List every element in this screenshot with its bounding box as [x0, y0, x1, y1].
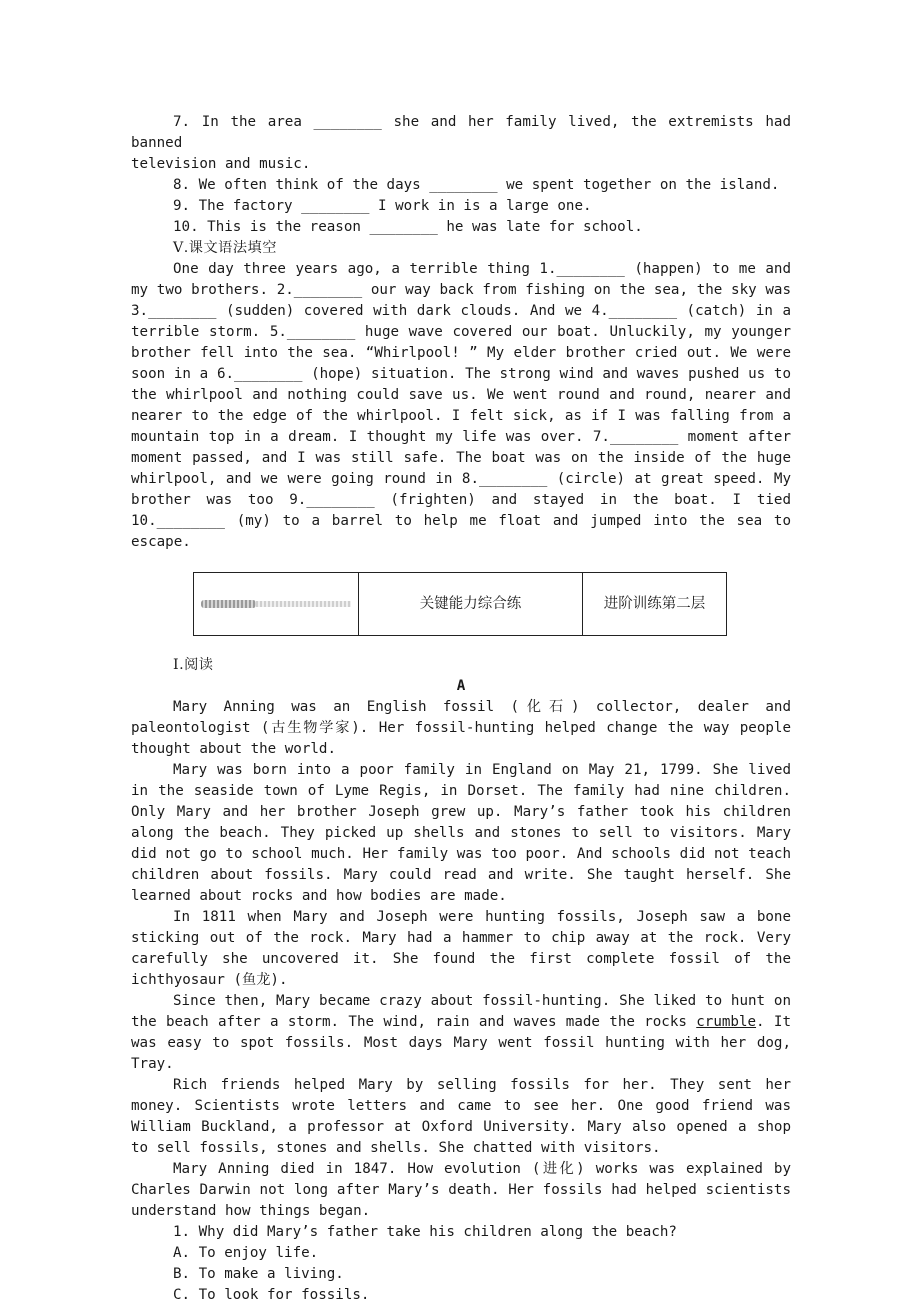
- document-page: [131, 112, 791, 1306]
- option-b: B. To make a living.: [173, 1266, 344, 1282]
- reading-question-1: 1. Why did Mary’s father take his children along the beach?: [173, 1224, 677, 1240]
- question-7-line2: television and music.: [131, 156, 311, 172]
- reading-paragraph-6: Mary Anning died in 1847. How evolution (进化) works was explained by Charles Darwin not long after Mary’s death. Her fossils had helped scientists understand how things began.: [131, 1161, 791, 1219]
- banner-title: 关键能力综合练: [359, 573, 583, 636]
- question-8: 8. We often think of the days ________ we spent together on the island.: [173, 177, 780, 193]
- reading-paragraph-1: Mary Anning was an English fossil (化石) collector, dealer and paleontologist (古生物学家). Her fossil-hunting helped change the way people thought about the world.: [131, 699, 791, 757]
- underlined-word-crumble: crumble: [696, 1014, 757, 1030]
- reading-paragraph-3: In 1811 when Mary and Joseph were hunting fossils, Joseph saw a bone sticking out of the rock. Mary had a hammer to chip away at the rock. Very carefully she uncovered it. She found the first complete fossil of the ichthyosaur (鱼龙).: [131, 909, 791, 988]
- section-banner: [193, 572, 727, 636]
- question-10: 10. This is the reason ________ he was late for school.: [173, 219, 643, 235]
- paragraph-4-part1: Since then, Mary became crazy about fossil-hunting. She liked to hunt on the beach after a storm. The wind, rain and waves made the rocks: [131, 993, 791, 1030]
- reading-paragraph-4: [131, 991, 791, 1075]
- question-9: 9. The factory ________ I work in is a large one.: [173, 198, 592, 214]
- section-v-heading: [131, 238, 791, 259]
- grammar-fill-passage: One day three years ago, a terrible thing 1.________ (happen) to me and my two brothers. 2.________ our way back from fishing on the sea, the sky was 3.________ (sudden) covered with dark clouds. And we 4.________ (catch) in a terrible storm. 5.________ huge wave covered our boat. Unluckily, my younger brother fell into the sea. “Whirlpool! ” My elder brother cried out. We were soon in a 6.________ (hope) situation. The strong wind and waves pushed us to the whirlpool and nothing could save us. We went round and round, nearer and nearer to the edge of the whirlpool. I felt sick, as if I was falling from a mountain top in a dream. I thought my life was over. 7.________ moment after moment passed, and I was still safe. The boat was on the inside of the huge whirlpool, and we were going round in 8.________ (circle) at great speed. My brother was too 9.________ (frighten) and stayed in the boat. I tied 10.________ (my) to a barrel to help me float and jumped into the sea to escape.: [131, 261, 791, 550]
- option-c: C. To look for fossils.: [173, 1287, 370, 1303]
- section-v-heading-text: Ⅴ.课文语法填空: [173, 240, 277, 256]
- option-a: A. To enjoy life.: [173, 1245, 319, 1261]
- paragraph-4-part2: . It was easy to spot fossils. Most days Mary went fossil hunting with her dog, Tray.: [131, 1014, 791, 1072]
- reading-paragraph-2: Mary was born into a poor family in England on May 21, 1799. She lived in the seaside town of Lyme Regis, in Dorset. The family had nine children. Only Mary and her brother Joseph grew up. Mary’s father took his children along the beach. They picked up shells and stones to sell to visitors. Mary did not go to school much. Her family was too poor. And schools did not teach children about fossils. Mary could read and write. She taught herself. She learned about rocks and how bodies are made.: [131, 762, 791, 904]
- reading-paragraph-5: Rich friends helped Mary by selling fossils for her. They sent her money. Scientists wrote letters and came to see her. One good friend was William Buckland, a professor at Oxford University. Mary also opened a shop to sell fossils, stones and shells. She chatted with visitors.: [131, 1077, 791, 1156]
- section-i-heading: [131, 655, 791, 676]
- banner-decoration-cell: [194, 573, 359, 636]
- section-i-heading-text: Ⅰ.阅读: [173, 657, 214, 673]
- banner-level: 进阶训练第二层: [583, 573, 727, 636]
- brush-stroke-icon: [201, 600, 351, 608]
- question-7-line1: 7. In the area ________ she and her family lived, the extremists had banned: [131, 114, 791, 151]
- passage-label: A: [456, 678, 466, 694]
